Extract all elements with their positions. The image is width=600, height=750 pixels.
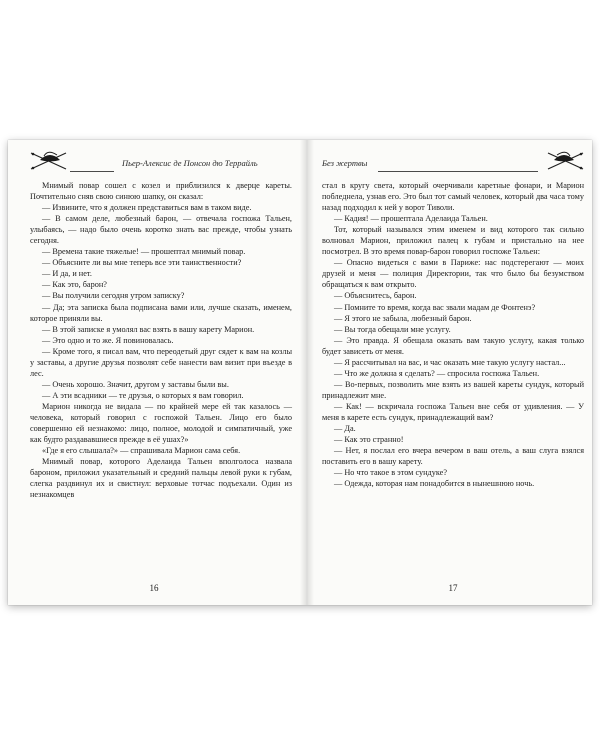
page-number: 16 [149, 583, 159, 593]
header-author: Пьер-Алексис де Понсон дю Террайль [122, 158, 258, 168]
paragraph: — Как это странно! [334, 435, 404, 445]
crossed-swords-hat-icon [544, 150, 584, 172]
paragraph: — Да. [334, 424, 356, 434]
paragraph: «Где я его слышала?» — спрашивала Марион сама себя. [42, 446, 241, 456]
paragraph: Марион никогда не видала — по крайней мере ей так казалось — человека, который говорил с госпожой Тальен. Лицо его было совершенно ей незнакомо: лицо, полное, молодой и симпатичный, уже как будто раздававшиеся прежде в её ушах?» [30, 401, 292, 445]
header-title: Без жертвы [322, 158, 368, 168]
paragraph: — Одежда, которая нам понадобится в нынешнюю ночь. [334, 479, 535, 489]
right-page [314, 140, 592, 605]
paragraph: — Кроме того, я писал вам, что переодетый друг сядет к вам на козлы у заставы, а другие друзья позволят себе нанести вам визит при въезде в лес. [30, 346, 292, 378]
paragraph: — Кадия! — прошептала Аделаида Тальен. [334, 214, 488, 224]
paragraph: — Помните то время, когда вас звали мадам де Фонтенэ? [334, 302, 536, 312]
paragraph: — Вы тогда обещали мне услугу. [334, 324, 451, 334]
paragraph: Тот, который назывался этим именем и вид которого так сильно волновал Марион, приложил палец к губам и пристально на нее посмотрел. В это время повар-барон говорил госпоже Тальен: [322, 225, 584, 257]
paragraph: — Вы получили сегодня утром записку? [42, 291, 185, 301]
paragraph: — Что же должна я сделать? — спросила госпожа Тальен. [334, 368, 540, 378]
paragraph: — Времена такие тяжелые! — прошептал мнимый повар. [42, 247, 246, 257]
paragraph: Мнимый повар сошел с козел и приблизился к дверце кареты. Почтительно сняв свою синюю шапку, он сказал: [30, 181, 292, 202]
header-rule [378, 171, 538, 172]
paragraph: — Очень хорошо. Значит, другом у заставы были вы. [42, 379, 229, 389]
paragraph: — Да; эта записка была подписана вами или, лучше сказать, именем, которое приняли вы. [30, 302, 292, 323]
paragraph: — Но что такое в этом сундуке? [334, 468, 447, 478]
paragraph: — Я рассчитывал на вас, и час оказать мне такую услугу настал... [334, 357, 566, 367]
page-text [322, 180, 584, 489]
paragraph: — В этой записке я умолял вас взять в вашу карету Марион. [42, 324, 255, 334]
page-text [30, 180, 292, 500]
book-gutter [300, 140, 314, 605]
paragraph: — Опасно видеться с вами в Париже: нас подстерегают — моих друзей и меня — полиция Директории, так что было бы безумством обращаться к вам открыто. [322, 258, 584, 290]
paragraph: — Во-первых, позволить мне взять из вашей кареты сундук, который принадлежит мне. [322, 379, 584, 400]
paragraph: — Это правда. Я обещала оказать вам такую услугу, какая только будет зависеть от меня. [322, 335, 584, 356]
book-spread [8, 140, 592, 605]
paragraph: — В самом деле, любезный барон, — отвечала госпожа Тальен, улыбаясь, — надо было очень коротко знать вас прежде, чтобы узнать сегодня. [30, 214, 292, 246]
page-number: 17 [448, 583, 458, 593]
paragraph: — И да, и нет. [42, 269, 92, 279]
paragraph: Мнимый повар, которого Аделаида Тальен вполголоса назвала бароном, приложил указательный и средний пальцы левой руки к губам, слегка раздвинул их и свистнул: верховые тотчас подъехали. Один из незнакомцев [30, 457, 292, 500]
paragraph: — А эти всадники — те друзья, о которых я вам говорил. [42, 390, 244, 400]
left-page [8, 140, 300, 605]
crossed-swords-hat-icon [30, 150, 70, 172]
paragraph: — Я этого не забыла, любезный барон. [334, 313, 472, 323]
running-header [30, 154, 286, 174]
paragraph: — Извините, что я должен представиться вам в таком виде. [42, 203, 252, 213]
paragraph: — Объясните ли вы мне теперь все эти таинственности? [42, 258, 242, 268]
paragraph: — Объяснитесь, барон. [334, 291, 417, 301]
running-header [322, 154, 582, 174]
paragraph: стал в кругу света, который очерчивали каретные фонари, и Марион побледнела, узнав его. Это был тот самый человек, который два часа тому назад подходил к ней у ворот Тиволи. [322, 181, 584, 213]
paragraph: — Это одно и то же. Я повиновалась. [42, 335, 174, 345]
paragraph: — Как это, барон? [42, 280, 107, 290]
paragraph: — Как! — вскричала госпожа Тальен вне себя от удивления. — У меня в карете есть сундук, принадлежащий вам? [322, 401, 584, 422]
header-rule [70, 171, 114, 172]
paragraph: — Нет, я послал его вчера вечером в ваш отель, а ваш слуга взялся поставить его в вашу карету. [322, 446, 584, 467]
